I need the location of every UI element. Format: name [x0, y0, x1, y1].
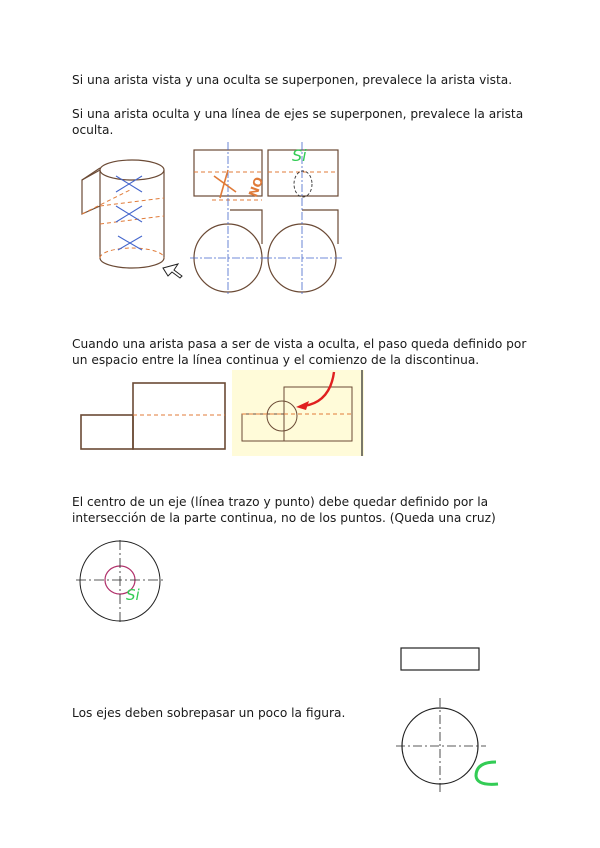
figure-step-block: [78, 378, 228, 454]
figure-highlighted-example: [232, 370, 364, 456]
paragraph-visible-to-hidden: Cuando una arista pasa a ser de vista a oculta, el paso queda definido por un espacio entre la línea continua y el comienzo de la discontinua.: [72, 337, 527, 367]
si-mark-views: Si: [292, 146, 307, 165]
paragraph-visible-over-hidden: Si una arista vista y una oculta se superponen, prevalece la arista vista.: [72, 73, 513, 87]
paragraph-axes-exceed: Los ejes deben sobrepasar un poco la figura.: [72, 706, 346, 720]
figure-circle-center: [74, 538, 166, 626]
no-mark: NO: [246, 175, 267, 199]
figure-views-comparison: [188, 140, 348, 300]
figure-isometric-cylinder: [70, 150, 190, 280]
paragraph-hidden-over-axis: Si una arista oculta y una línea de ejes se superponen, prevalece la arista oculta.: [72, 107, 524, 137]
paragraph-axis-center: El centro de un eje (línea trazo y punto) debe quedar definido por la intersección de la parte continua, no de los puntos. (Queda una cruz): [72, 495, 496, 525]
si-mark-circle: Si: [126, 586, 140, 604]
